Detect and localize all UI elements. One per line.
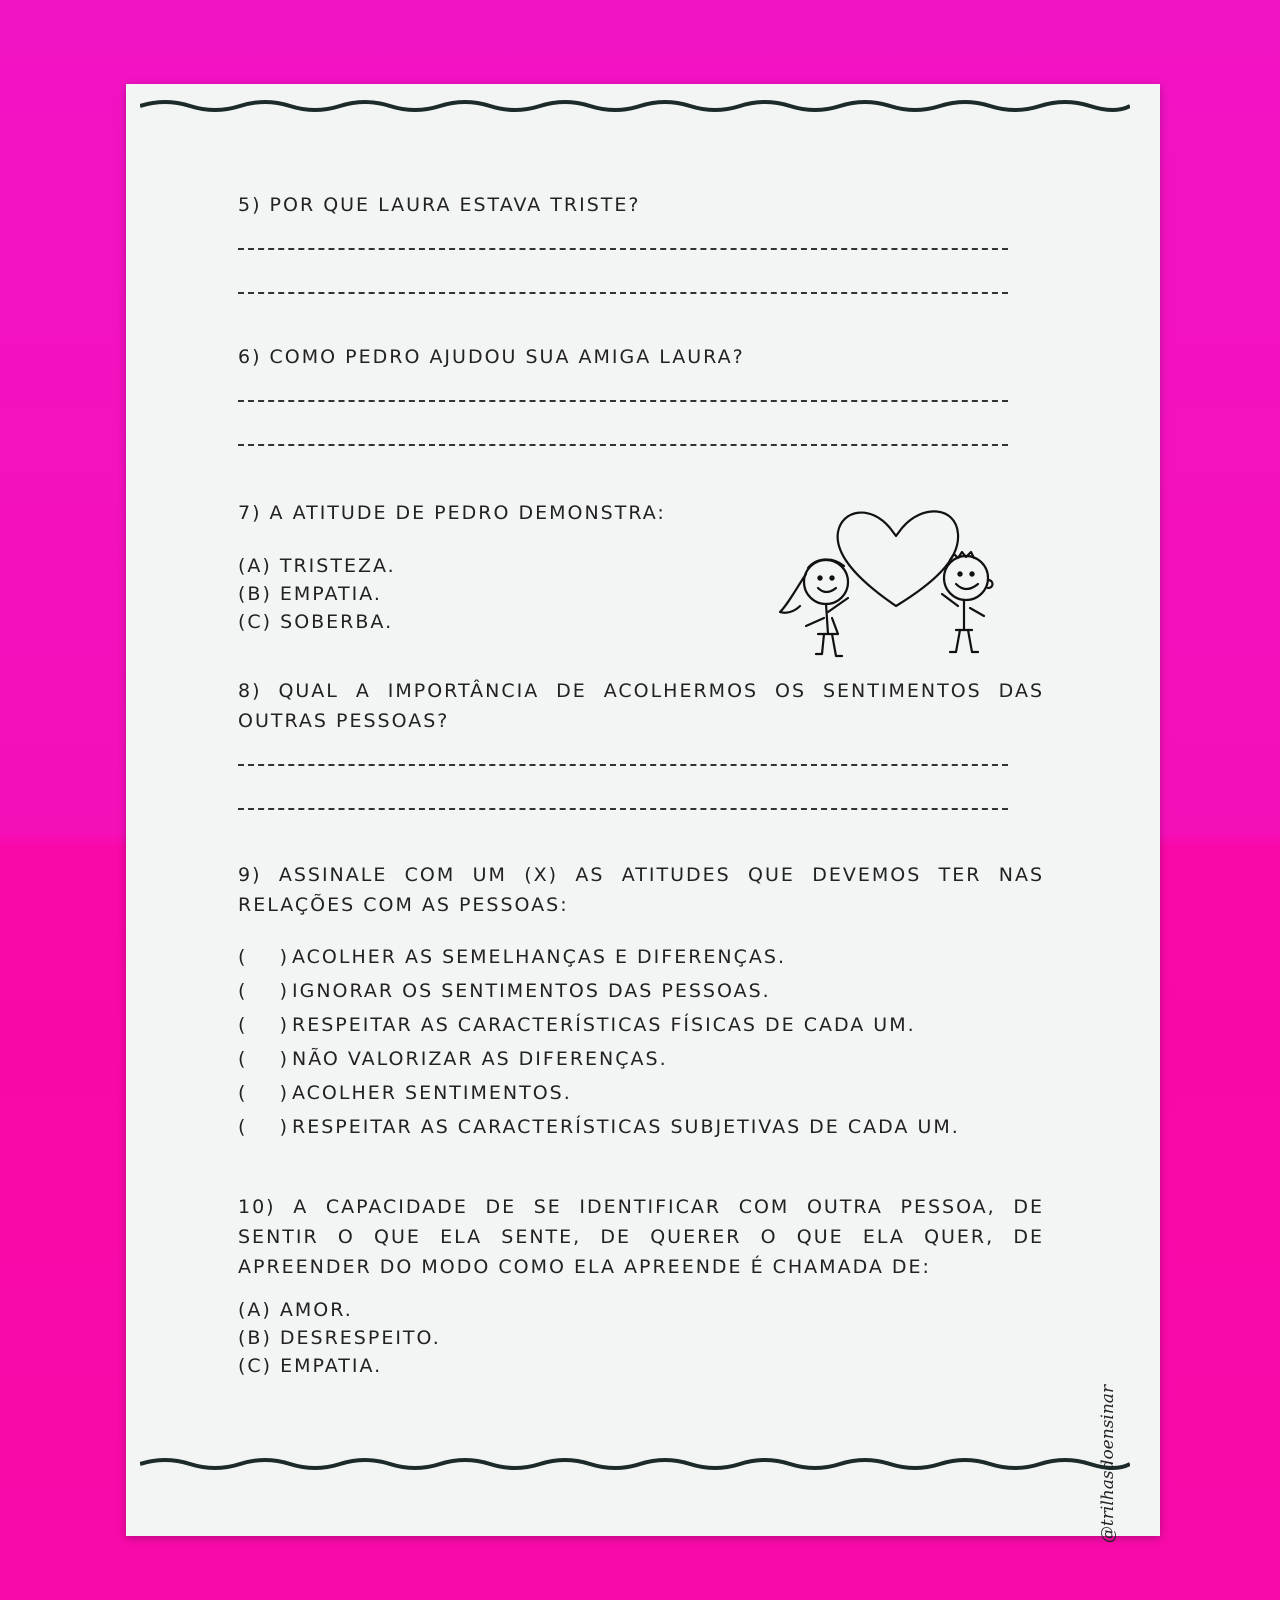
- watermark-text: @trilhasdoensinar: [1098, 1384, 1118, 1544]
- checklist-item-label: NÃO VALORIZAR AS DIFERENÇAS.: [292, 1048, 668, 1070]
- checkbox-paren[interactable]: ( ): [238, 1014, 289, 1036]
- kids-holding-heart-icon: [766, 494, 1046, 664]
- checklist-item[interactable]: [238, 1042, 960, 1076]
- answer-line[interactable]: [238, 248, 1008, 250]
- checklist-item[interactable]: [238, 940, 960, 974]
- worksheet-page: [126, 84, 1160, 1544]
- checklist-item[interactable]: [238, 1110, 960, 1144]
- option-a[interactable]: (A) AMOR.: [238, 1299, 353, 1321]
- question-10-options: [238, 1296, 441, 1380]
- question-7-options: [238, 552, 396, 636]
- option-b[interactable]: (B) DESRESPEITO.: [238, 1327, 441, 1349]
- checklist-item-label: ACOLHER AS SEMELHANÇAS E DIFERENÇAS.: [292, 946, 787, 968]
- answer-line[interactable]: [238, 292, 1008, 294]
- answer-line[interactable]: [238, 400, 1008, 402]
- checklist-item-label: ACOLHER SENTIMENTOS.: [292, 1082, 572, 1104]
- checklist-item-label: RESPEITAR AS CARACTERÍSTICAS FÍSICAS DE CADA UM.: [292, 1014, 916, 1036]
- question-6: 6) COMO PEDRO AJUDOU SUA AMIGA LAURA?: [238, 346, 745, 368]
- checklist-item-label: IGNORAR OS SENTIMENTOS DAS PESSOAS.: [292, 980, 771, 1002]
- checkbox-paren[interactable]: ( ): [238, 1048, 289, 1070]
- question-9: 9) ASSINALE COM UM (X) AS ATITUDES QUE DEVEMOS TER NAS RELAÇÕES COM AS PESSOAS:: [238, 864, 1044, 916]
- checkbox-paren[interactable]: ( ): [238, 946, 289, 968]
- answer-line[interactable]: [238, 764, 1008, 766]
- option-b[interactable]: (B) EMPATIA.: [238, 583, 382, 605]
- option-c[interactable]: (C) EMPATIA.: [238, 1355, 383, 1377]
- checklist-item-label: RESPEITAR AS CARACTERÍSTICAS SUBJETIVAS DE CADA UM.: [292, 1116, 960, 1138]
- checkbox-paren[interactable]: ( ): [238, 1082, 289, 1104]
- wavy-border-bottom-icon: [140, 1452, 1130, 1476]
- checklist-item[interactable]: [238, 1076, 960, 1110]
- answer-line[interactable]: [238, 808, 1008, 810]
- wavy-border-top-icon: [140, 94, 1130, 118]
- option-a[interactable]: (A) TRISTEZA.: [238, 555, 396, 577]
- checkbox-paren[interactable]: ( ): [238, 980, 289, 1002]
- checklist-item[interactable]: [238, 1008, 960, 1042]
- question-10: 10) A CAPACIDADE DE SE IDENTIFICAR COM OUTRA PESSOA, DE SENTIR O QUE ELA SENTE, DE QUERER O QUE ELA QUER, DE APREENDER DO MODO COMO ELA APREENDE É CHAMADA DE:: [238, 1196, 1044, 1278]
- question-9-checklist: [238, 940, 960, 1144]
- question-5: 5) POR QUE LAURA ESTAVA TRISTE?: [238, 194, 641, 216]
- option-c[interactable]: (C) SOBERBA.: [238, 611, 394, 633]
- question-8: 8) QUAL A IMPORTÂNCIA DE ACOLHERMOS OS SENTIMENTOS DAS OUTRAS PESSOAS?: [238, 680, 1044, 732]
- checkbox-paren[interactable]: ( ): [238, 1116, 289, 1138]
- answer-line[interactable]: [238, 444, 1008, 446]
- question-7: 7) A ATITUDE DE PEDRO DEMONSTRA:: [238, 502, 666, 524]
- checklist-item[interactable]: [238, 974, 960, 1008]
